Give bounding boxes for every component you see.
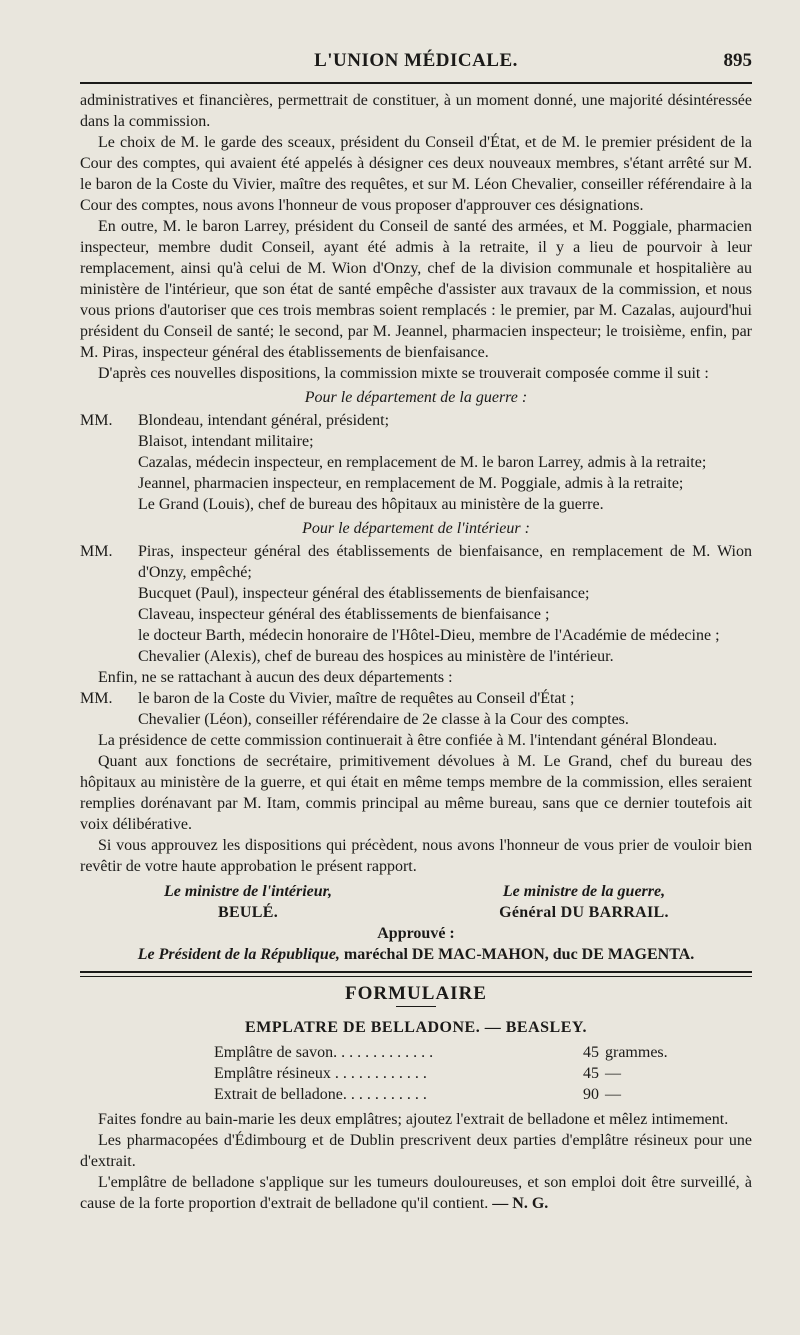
member: Claveau, inspecteur général des établissements de bienfaisance ;	[138, 606, 550, 623]
member: Chevalier (Alexis), chef de bureau des hospices au ministère de l'intérieur.	[138, 648, 614, 665]
heading-underline	[396, 1006, 436, 1007]
paragraph: Le choix de M. le garde des sceaux, président du Conseil d'État, et de M. le premier président de la Cour des comptes, qui avaient été appelés à désigner ces deux nouveaux membres, s'étant arrêté sur M. le baron de la Coste du Vivier, maître des requêtes, et sur M. Léon Chevalier, conseiller référendaire à la Cour des comptes, nous avons l'honneur de vous proposer d'approuver ces désignations.	[80, 134, 752, 214]
ingredient-qty: 90	[583, 1086, 599, 1103]
member: le baron de la Coste du Vivier, maître de requêtes au Conseil d'État ;	[138, 690, 575, 707]
header-rule	[80, 82, 752, 84]
paragraph: Faites fondre au bain-marie les deux emplâtres; ajoutez l'extrait de belladone et mêlez intimement.	[98, 1111, 729, 1128]
ingredient-name: Extrait de belladone. . . . . . . . . . .	[214, 1086, 427, 1103]
list-item	[80, 431, 752, 452]
member: Bucquet (Paul), inspecteur général des établissements de bienfaisance;	[138, 585, 590, 602]
list-item	[80, 604, 752, 625]
ingredient-unit: grammes.	[605, 1044, 668, 1061]
member-list-interieur	[80, 541, 752, 667]
paragraph: Si vous approuvez les dispositions qui précèdent, nous avons l'honneur de vous prier de vouloir bien revêtir de votre haute approbation le présent rapport.	[80, 837, 752, 875]
member: Jeannel, pharmacien inspecteur, en remplacement de M. Poggiale, admis à la retraite;	[138, 475, 684, 492]
member: Blaisot, intendant militaire;	[138, 433, 314, 450]
list-item	[80, 410, 752, 431]
section-heading-interieur: Pour le département de l'intérieur :	[302, 520, 530, 537]
signature-name: Général DU BARRAIL.	[499, 904, 669, 921]
signature-title: Le ministre de la guerre,	[502, 883, 666, 900]
list-item	[80, 583, 752, 604]
ingredient-qty: 45	[583, 1044, 599, 1061]
signature-name: BEULÉ.	[217, 904, 279, 921]
paragraph: D'après ces nouvelles dispositions, la commission mixte se trouverait composée comme il suit :	[98, 365, 709, 382]
member-list-aucun	[80, 688, 752, 730]
signature-left	[80, 881, 416, 923]
list-item	[80, 473, 752, 494]
mm-prefix: MM.	[80, 690, 113, 707]
author-initials: — N. G.	[492, 1195, 549, 1212]
running-title: L'UNION MÉDICALE.	[314, 50, 518, 71]
approved-label: Approuvé :	[377, 925, 455, 942]
member: Le Grand (Louis), chef de bureau des hôpitaux au ministère de la guerre.	[138, 496, 604, 513]
list-item	[80, 541, 752, 583]
signature-title: Le ministre de l'intérieur,	[163, 883, 332, 900]
signature-right	[416, 881, 752, 923]
section-heading-guerre: Pour le département de la guerre :	[304, 389, 528, 406]
president-signature	[80, 944, 752, 965]
list-item	[80, 646, 752, 667]
president-title: Le Président de la République,	[137, 946, 340, 963]
president-name: maréchal DE MAC-MAHON, duc DE MAGENTA.	[343, 946, 695, 963]
signatures	[80, 881, 752, 923]
paragraph: La présidence de cette commission continuerait à être confiée à M. l'intendant général Blondeau.	[98, 732, 718, 749]
ingredient-row	[80, 1063, 752, 1084]
ingredient-unit: —	[605, 1065, 621, 1082]
member: Chevalier (Léon), conseiller référendaire de 2e classe à la Cour des comptes.	[138, 711, 629, 728]
running-header	[80, 0, 752, 71]
recipe-title: EMPLATRE DE BELLADONE. — BEASLEY.	[245, 1019, 587, 1036]
member: Piras, inspecteur général des établissements de bienfaisance, en remplacement de M. Wion d'Onzy, empêché;	[138, 543, 752, 581]
paragraph: Les pharmacopées d'Édimbourg et de Dublin prescrivent deux parties d'emplâtre résineux pour une d'extrait.	[80, 1132, 752, 1170]
ingredient-qty: 45	[583, 1065, 599, 1082]
ingredient-name: Emplâtre résineux . . . . . . . . . . . .	[214, 1065, 427, 1082]
section-divider	[80, 971, 752, 977]
paragraph: administratives et financières, permettrait de constituer, à un moment donné, une majorité désintéressée dans la commission.	[80, 92, 752, 130]
paragraph: Quant aux fonctions de secrétaire, primitivement dévolues à M. Le Grand, chef du bureau des hôpitaux au ministère de la guerre, et qui était en même temps membre de la commission, elles seraient remplies dorénavant par M. Itam, commis principal au même bureau, sans que ce dernier toutefois ait voix délibérative.	[80, 753, 752, 833]
list-item	[80, 625, 752, 646]
list-item	[80, 452, 752, 473]
ingredient-row	[80, 1042, 752, 1063]
paragraph	[80, 1172, 752, 1214]
mm-prefix: MM.	[80, 412, 113, 429]
page-number: 895	[723, 50, 752, 71]
ingredient-unit: —	[605, 1086, 621, 1103]
ingredient-name: Emplâtre de savon. . . . . . . . . . . . .	[214, 1044, 434, 1061]
list-item	[80, 494, 752, 515]
paragraph: Enfin, ne se rattachant à aucun des deux départements :	[98, 669, 453, 686]
paragraph: En outre, M. le baron Larrey, président du Conseil de santé des armées, et M. Poggiale, pharmacien inspecteur, membre dudit Conseil, ayant été admis à la retraite, il y a lieu de pourvoir à leur remplacement, ainsi qu'à celui de M. Wion d'Onzy, chef de la division communale et hospitalière au ministère de l'intérieur, que son état de santé empêche d'assister aux travaux de la commission, et nous vous prions d'autoriser que ces trois membras soient remplacés : le premier, par M. Cazalas, aujourd'hui président du Conseil de santé; le second, par M. Jeannel, pharmacien inspecteur; le troisième, enfin, par M. Piras, inspecteur général des établissements de bienfaisance.	[80, 218, 752, 361]
member-list-guerre	[80, 410, 752, 515]
formulaire-heading: FORMULAIRE	[345, 983, 487, 1004]
member: Cazalas, médecin inspecteur, en remplacement de M. le baron Larrey, admis à la retraite;	[138, 454, 707, 471]
member: Blondeau, intendant général, président;	[138, 412, 390, 429]
ingredient-row	[80, 1084, 752, 1105]
list-item	[80, 688, 752, 709]
mm-prefix: MM.	[80, 543, 113, 560]
paragraph-text: L'emplâtre de belladone s'applique sur les tumeurs douloureuses, et son emploi doit être surveillé, à cause de la forte proportion d'extrait de belladone qu'il contient.	[80, 1174, 752, 1212]
member: le docteur Barth, médecin honoraire de l'Hôtel-Dieu, membre de l'Académie de médecine ;	[138, 627, 720, 644]
article-body	[80, 90, 752, 1214]
list-item	[80, 709, 752, 730]
